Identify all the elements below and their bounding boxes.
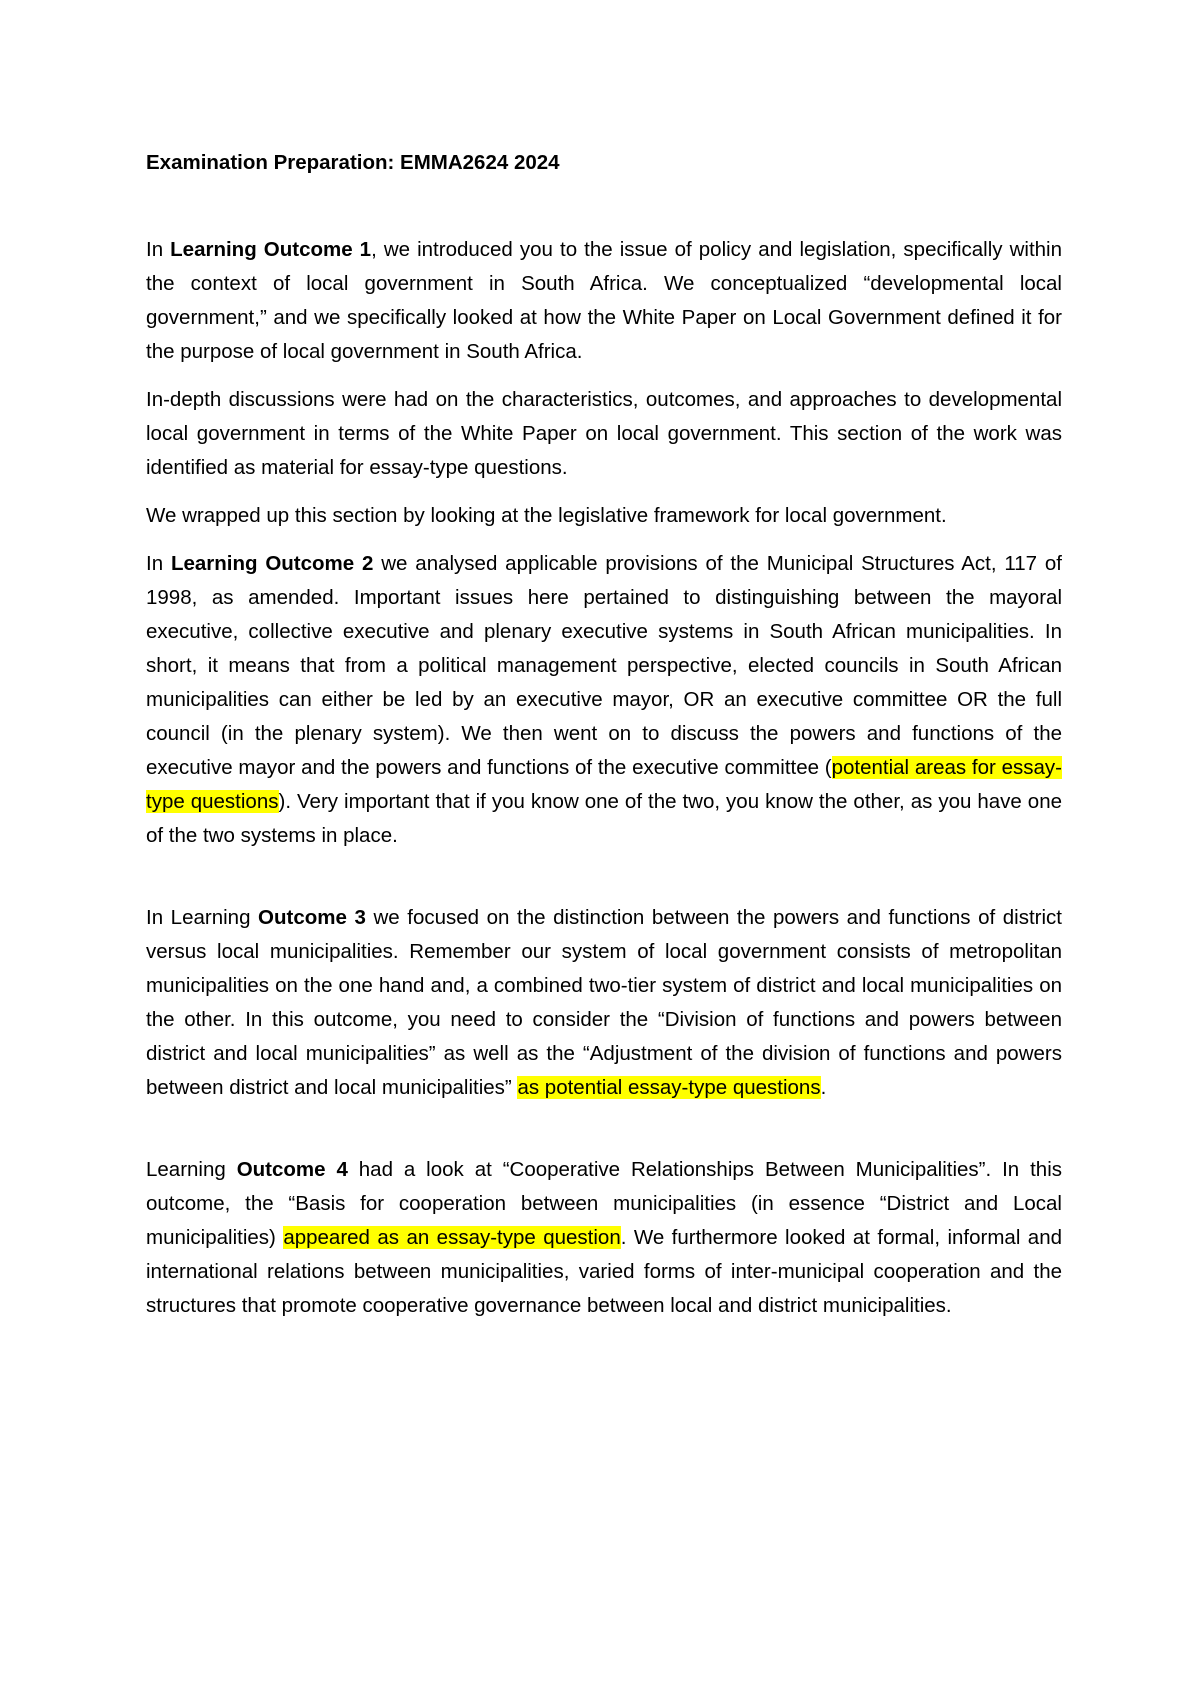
paragraph-text: ). Very important that if you know one of the two, you know the other, as you have one of the two systems in place. [146,790,1063,847]
paragraph-text: had a look at “Cooperative Relationships Between Municipalities”. In this outcome, the “Basis for cooperation between municipalities (in essence “District and Local municipalities) [146,1158,1063,1249]
highlighted-text: as potential essay-type questions [517,1076,821,1099]
paragraph-text: In Learning [146,906,259,929]
paragraph-legislative-framework: We wrapped up this section by looking at the legislative framework for local government. [146,504,947,527]
bold-term: Learning Outcome 1 [170,238,372,261]
paragraph-in-depth-discussions: In-depth discussions were had on the characteristics, outcomes, and approaches to developmental local government in terms of the White Paper on local government. This section of the work was identified as material for essay-type questions. [146,388,1062,479]
paragraph-text: we analysed applicable provisions of the Municipal Structures Act, 117 of 1998, as amended. Important issues here pertained to distinguishing between the mayoral executive, collective executive and plenary executive systems in South African municipalities. In short, it means that from a political management perspective, elected councils in South African municipalities can either be led by an executive mayor, OR an executive committee OR the full council (in the plenary system). We then went on to discuss the powers and functions of the executive mayor and the powers and functions of the executive committee ( [146,552,1062,779]
paragraph-text: , we introduced you to the issue of policy and legislation, specifically within the context of local government in South Africa. We conceptualized “developmental local government,” and we specifically looked at how the White Paper on Local Government defined it for the purpose of local government in South Africa. [146,238,1062,363]
document-body [146,146,1062,1323]
bold-term: Learning Outcome 2 [170,552,374,575]
paragraph-learning-outcome-3 [146,901,1062,1105]
paragraph-text: . We furthermore looked at formal, informal and international relations between municipalities, varied forms of inter-municipal cooperation and the structures that promote cooperative governance between local and district municipalities. [146,1226,1062,1317]
highlighted-text: potential areas for essay-type questions [146,756,1062,813]
paragraph-text: In [146,238,171,261]
paragraph-text: In [146,552,171,575]
bold-term: Outcome 3 [258,906,366,929]
paragraph-learning-outcome-4 [146,1153,1062,1323]
paragraph-text: we focused on the distinction between the powers and functions of district versus local municipalities. Remember our system of local government consists of metropolitan municipalities on the one hand and, a combined two-tier system of district and local municipalities on the other. In this outcome, you need to consider the “Division of functions and powers between district and local municipalities” as well as the “Adjustment of the division of functions and powers between district and local municipalities” [146,906,1062,1099]
paragraph-text: . [820,1076,827,1099]
highlighted-text: appeared as an essay-type question [283,1226,621,1249]
paragraph-learning-outcome-2 [146,547,1062,853]
document-title: Examination Preparation: EMMA2624 2024 [146,151,560,174]
bold-term: Outcome 4 [236,1158,348,1181]
paragraph-text: Learning [146,1158,237,1181]
paragraph-learning-outcome-1 [146,233,1062,369]
